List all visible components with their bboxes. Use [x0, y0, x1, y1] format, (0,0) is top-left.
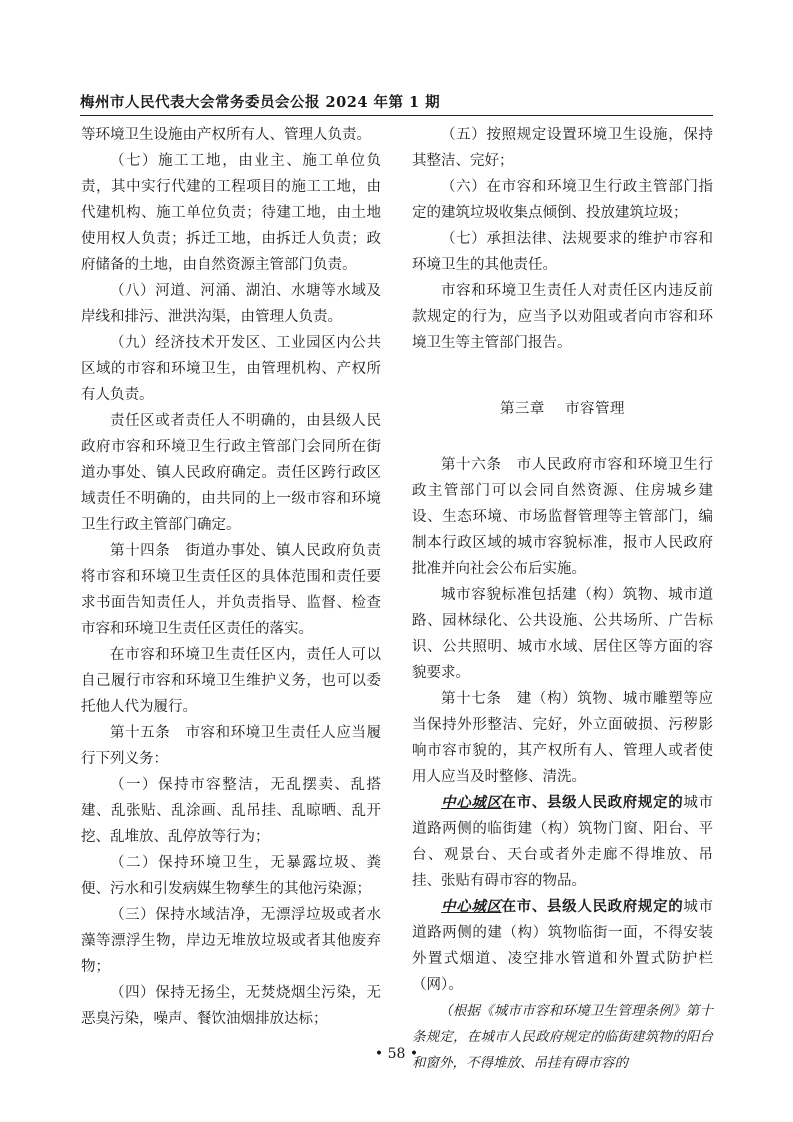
paragraph-highlighted [412, 790, 713, 894]
highlighted-phrase: 在市、县级人民政府规定的 [501, 794, 684, 811]
paragraph: （一）保持市容整洁，无乱摆卖、乱搭建、乱张贴、乱涂画、乱吊挂、乱晾晒、乱开挖、乱堆放、乱停放等行为； [81, 777, 381, 845]
page-number: • 58 • [374, 1046, 419, 1062]
page-header: 梅州市人民代表大会常务委员会公报 2024 年第 1 期 [80, 94, 441, 111]
paragraph: 等环境卫生设施由产权所有人、管理人负责。 [81, 127, 371, 143]
paragraph: 在市容和环境卫生责任区内，责任人可以自己履行市容和环境卫生维护义务，也可以委托他人代为履行。 [81, 647, 381, 715]
paragraph: 第十五条 市容和环境卫生责任人应当履行下列义务： [81, 725, 381, 767]
paragraph: （六）在市容和环境卫生行政主管部门指定的建筑垃圾收集点倾倒、投放建筑垃圾； [412, 179, 713, 221]
paragraph: 第十四条 街道办事处、镇人民政府负责将市容和环境卫生责任区的具体范围和责任要求书面告知责任人，并负责指导、监督、检查市容和环境卫生责任区责任的落实。 [81, 543, 381, 637]
highlighted-term: 中心城区 [441, 794, 502, 811]
highlighted-phrase: 在市、县级人民政府规定的 [501, 898, 684, 915]
right-column [412, 122, 713, 1076]
paragraph: （四）保持无扬尘，无焚烧烟尘污染，无恶臭污染，噪声、餐饮油烟排放达标； [81, 985, 381, 1027]
paragraph-highlighted [412, 894, 713, 998]
paragraph: （七）施工工地，由业主、施工单位负责，其中实行代建的工程项目的施工工地，由代建机构、施工单位负责；待建工地，由土地使用权人负责；拆迁工地，由拆迁人负责；政府储备的土地，由自然资源主管部门负责。 [81, 153, 381, 273]
paragraph: （九）经济技术开发区、工业园区内公共区域的市容和环境卫生，由管理机构、产权所有人负责。 [81, 335, 381, 403]
paragraph: （二）保持环境卫生，无暴露垃圾、粪便、污水和引发病媒生物孳生的其他污染源； [81, 855, 381, 897]
paragraph: 市容和环境卫生责任人对责任区内违反前款规定的行为，应当予以劝阻或者向市容和环境卫生等主管部门报告。 [412, 283, 713, 351]
paragraph: （八）河道、河涌、湖泊、水塘等水域及岸线和排污、泄洪沟渠，由管理人负责。 [81, 283, 381, 325]
paragraph: 城市容貌标准包括建（构）筑物、城市道路、园林绿化、公共设施、公共场所、广告标识、公共照明、城市水域、居住区等方面的容貌要求。 [412, 587, 713, 681]
paragraph: 第十七条 建（构）筑物、城市雕塑等应当保持外形整洁、完好，外立面破损、污秽影响市容市貌的，其产权所有人、管理人或者使用人应当及时整修、清洗。 [412, 691, 713, 785]
paragraph: （五）按照规定设置环境卫生设施，保持其整洁、完好； [412, 127, 713, 169]
paragraph-text: 城市道路两侧的建（构）筑物临街一面，不得安装外置式烟道、凌空排水管道和外置式防护栏（网）。 [412, 899, 714, 993]
note-paragraph: （根据《城市市容和环境卫生管理条例》第十条规定，在城市人民政府规定的临街建筑物的阳台和窗外，不得堆放、吊挂有碍市容的 [412, 1003, 713, 1071]
header-rule [80, 115, 713, 116]
paragraph: 责任区或者责任人不明确的，由县级人民政府市容和环境卫生行政主管部门会同所在街道办事处、镇人民政府确定。责任区跨行政区域责任不明确的，由共同的上一级市容和环境卫生行政主管部门确定。 [81, 413, 381, 533]
highlighted-term: 中心城区 [441, 898, 502, 915]
paragraph-text: 城市道路两侧的临街建（构）筑物门窗、阳台、平台、观景台、天台或者外走廊不得堆放、吊挂、张贴有碍市容的物品。 [412, 795, 714, 889]
paragraph: （七）承担法律、法规要求的维护市容和环境卫生的其他责任。 [412, 231, 713, 273]
left-column [81, 122, 381, 1032]
paragraph: 第十六条 市人民政府市容和环境卫生行政主管部门可以会同自然资源、住房城乡建设、生态环境、市场监督管理等主管部门，编制本行政区域的城市容貌标准，报市人民政府批准并向社会公布后实施。 [412, 457, 713, 577]
paragraph: （三）保持水域洁净，无漂浮垃圾或者水藻等漂浮生物，岸边无堆放垃圾或者其他废弃物； [81, 907, 381, 975]
chapter-heading: 第三章 市容管理 [499, 401, 626, 417]
